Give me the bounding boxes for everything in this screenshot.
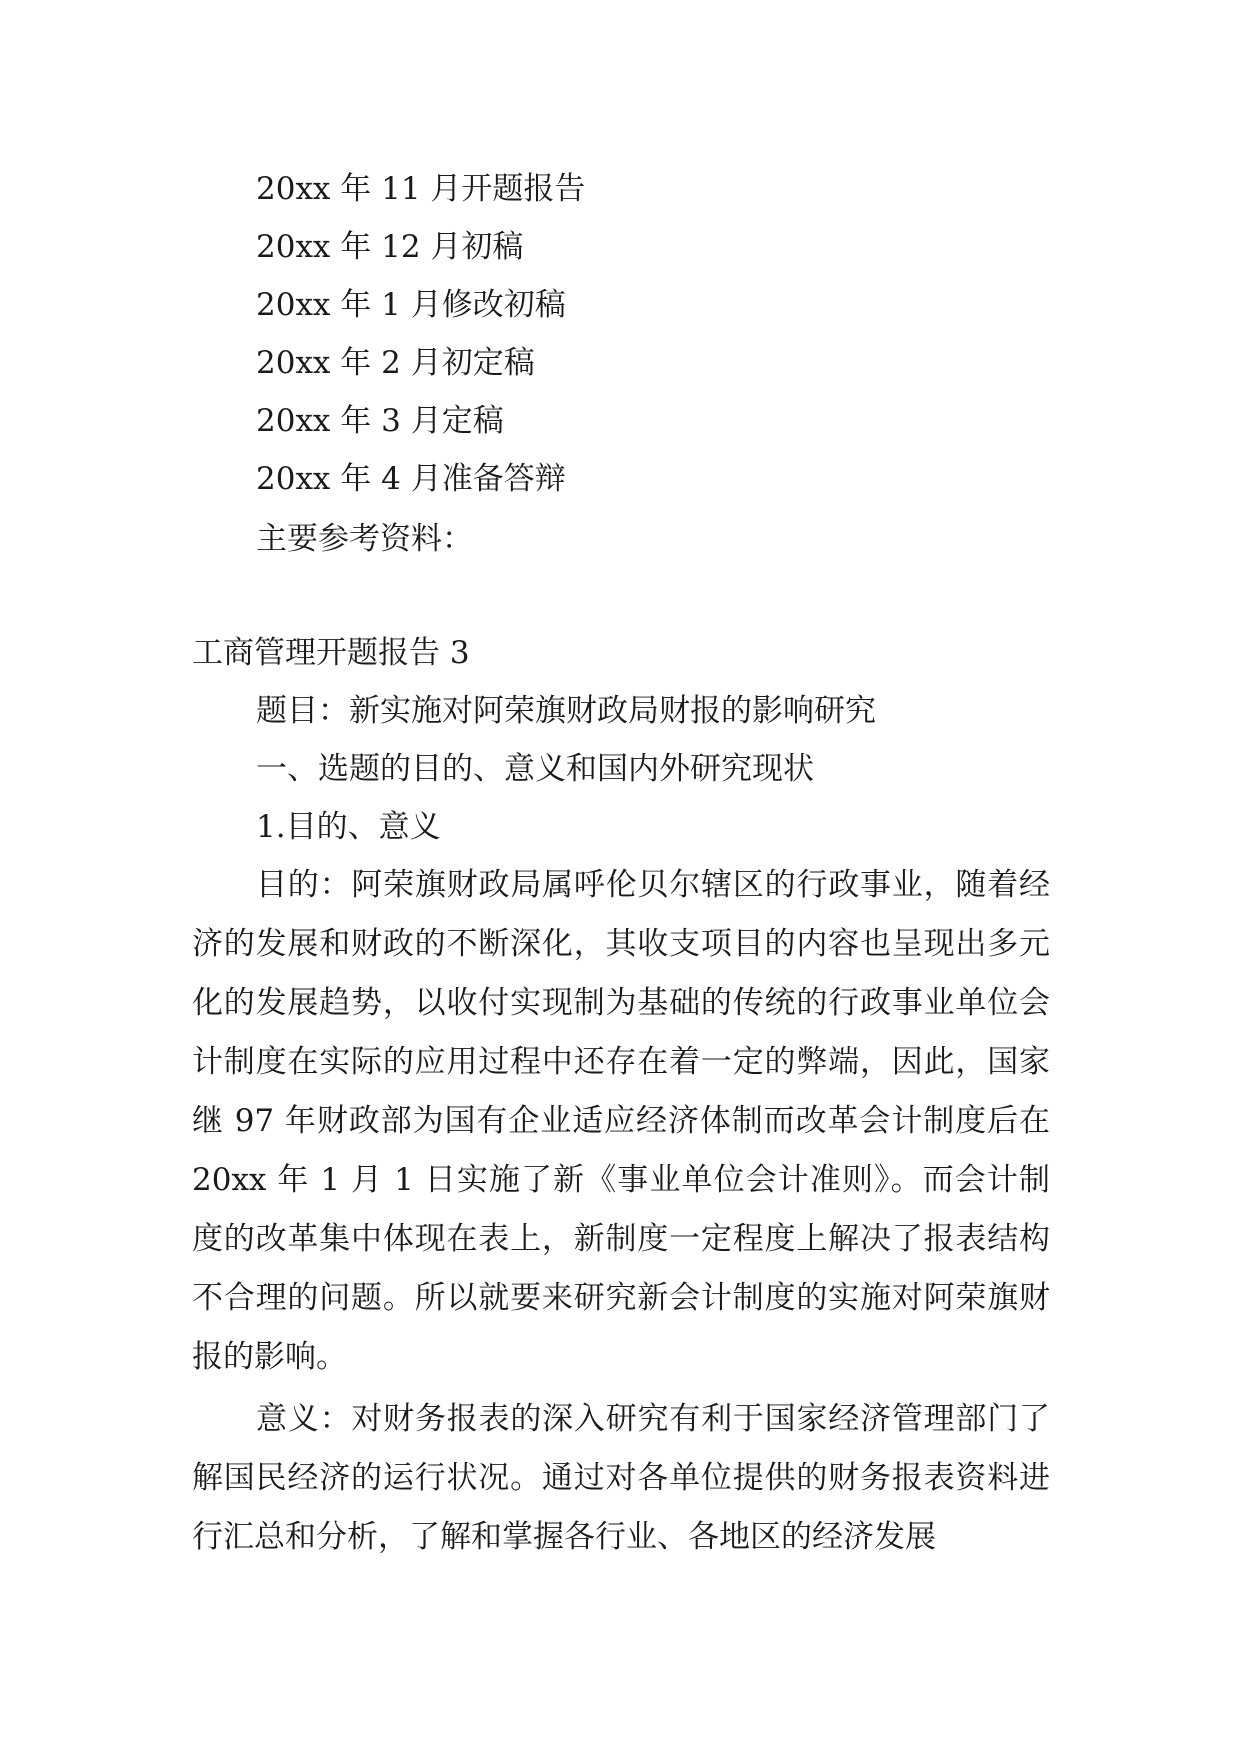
topic-line: 题目：新实施对阿荣旗财政局财报的影响研究 (256, 693, 876, 729)
schedule-item: 20xx 年 11 月开题报告 (256, 171, 586, 207)
heading-one: 一、选题的目的、意义和国内外研究现状 (256, 751, 814, 787)
significance-paragraph: 意义：对财务报表的深入研究有利于国家经济管理部门了解国民经济的运行状况。通过对各单位提供的财务报表资料进行汇总和分析，了解和掌握各行业、各地区的经济发展 (192, 1401, 1050, 1555)
purpose-paragraph: 目的：阿荣旗财政局属呼伦贝尔辖区的行政事业，随着经济的发展和财政的不断深化，其收支项目的内容也呈现出多元化的发展趋势，以收付实现制为基础的传统的行政事业单位会计制度在实际的应用过程中还存在着一定的弊端，因此，国家继 97 年财政部为国有企业适应经济体制而改革会计制度后在 20xx 年 1 月 1 日实施了新《事业单位会计准则》。而会计制度的改革集中体现在表上，新制度一定程度上解决了报表结构不合理的问题。所以就要来研究新会计制度的实施对阿荣旗财报的影响。 (192, 867, 1050, 1375)
schedule-item: 20xx 年 12 月初稿 (256, 229, 524, 265)
schedule-item: 20xx 年 1 月修改初稿 (256, 287, 566, 323)
heading-one-one: 1.目的、意义 (256, 809, 441, 845)
schedule-item: 20xx 年 3 月定稿 (256, 403, 504, 439)
schedule-list (256, 160, 585, 508)
section-title: 工商管理开题报告 3 (192, 635, 470, 671)
schedule-item: 20xx 年 4 月准备答辩 (256, 461, 566, 497)
schedule-item: 20xx 年 2 月初定稿 (256, 345, 535, 381)
references-label: 主要参考资料： (256, 521, 473, 557)
